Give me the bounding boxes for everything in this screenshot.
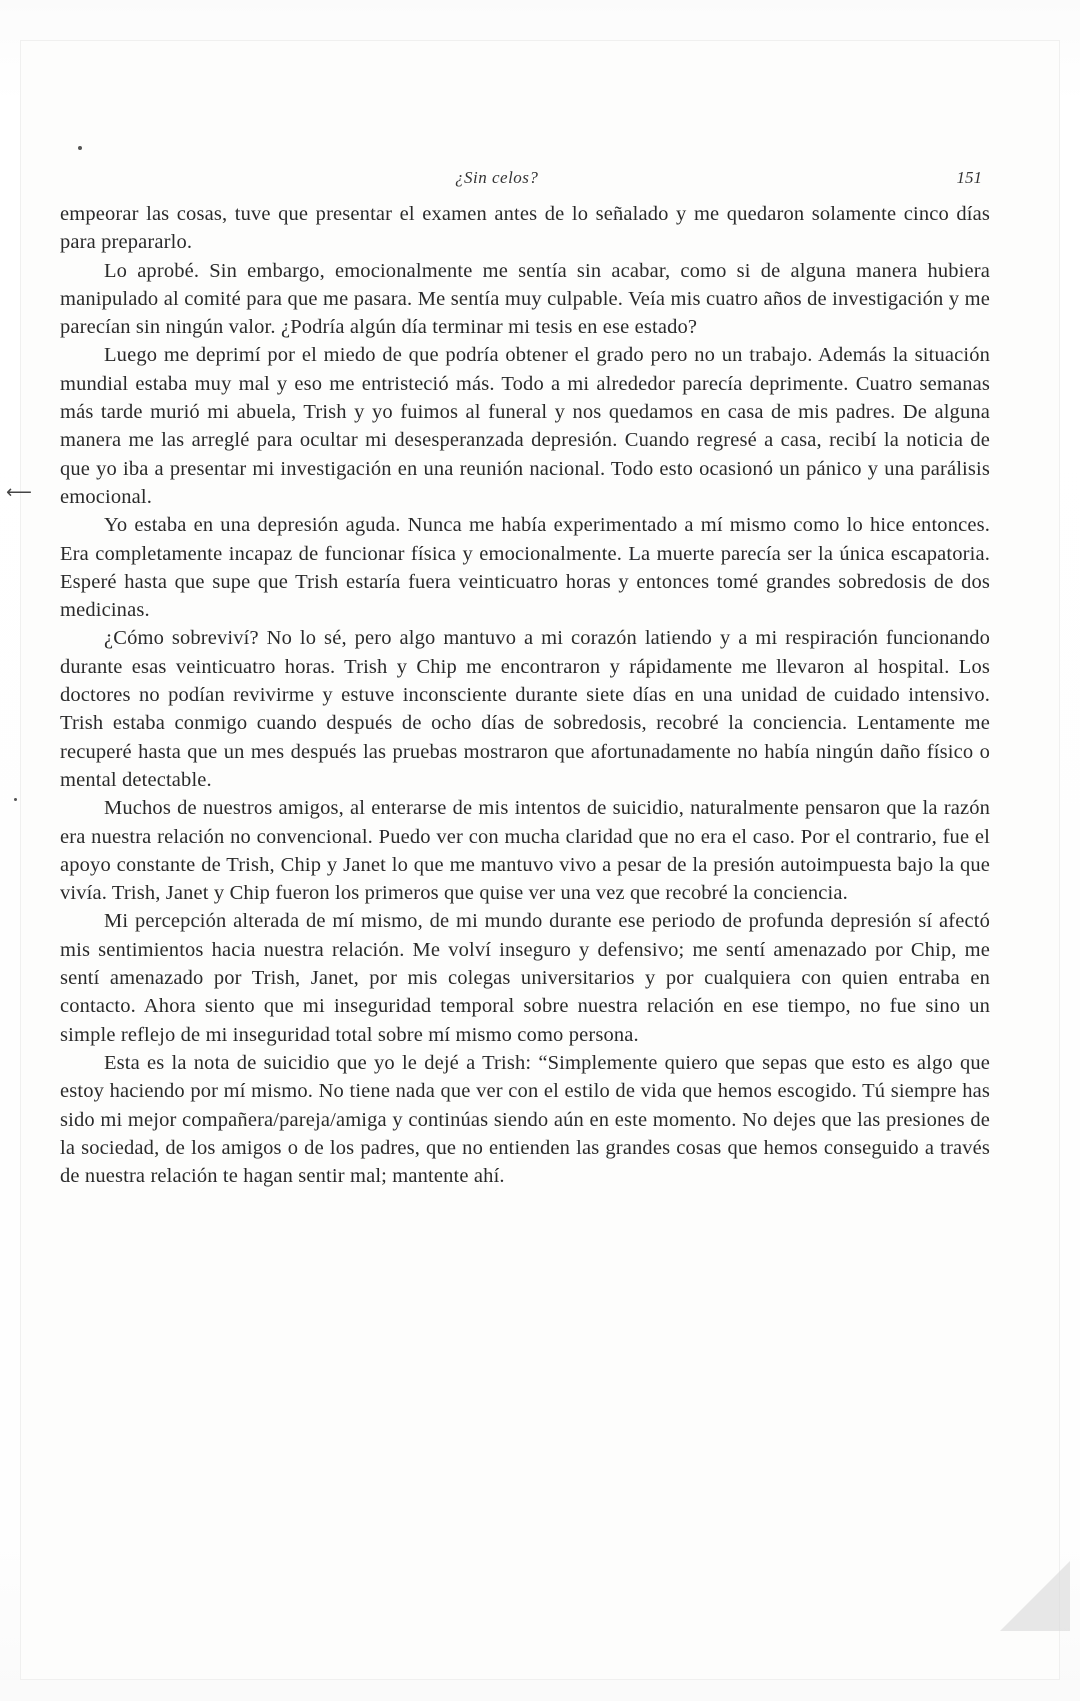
paragraph: Luego me deprimí por el miedo de que podría obtener el grado pero no un trabajo. Además la situación mundial estaba muy mal y eso me entristeció más. Todo a mi alrededor parecía deprimente. Cuatro semanas más tarde murió mi abuela, Trish y yo fuimos al funeral y nos quedamos en casa de mis padres. De alguna manera me las arreglé para ocultar mi desesperanzada depresión. Cuando regresé a casa, recibí la noticia de que yo iba a presentar mi investigación en una reunión nacional. Todo esto ocasionó un pánico y una parálisis emocional.	[60, 344, 990, 508]
page-number: 151	[956, 168, 982, 187]
running-title: ¿Sin celos?	[455, 168, 539, 187]
paragraph: Yo estaba en una depresión aguda. Nunca me había experimentado a mí mismo como lo hice entonces. Era completamente incapaz de funcionar física y emocionalmente. La muerte parecía ser la única escapatoria. Esperé hasta que supe que Trish estaría fuera veinticuatro horas y entonces tomé grandes sobredosis de dos medicinas.	[60, 514, 990, 622]
margin-arrow-mark: ⟵	[6, 482, 32, 503]
body-text	[60, 200, 990, 1190]
ink-speck	[14, 798, 17, 801]
page-corner-shadow	[1000, 1561, 1070, 1631]
paragraph: Mi percepción alterada de mí mismo, de mi mundo durante ese periodo de profunda depresión sí afectó mis sentimientos hacia nuestra relación. Me volví inseguro y defensivo; me sentí amenazado por Chip, me sentí amenazado por Trish, Janet, por mis colegas universitarios y por cualquiera con quien entraba en contacto. Ahora siento que mi inseguridad temporal sobre nuestra relación en ese tiempo, no fue sino un simple reflejo de mi inseguridad total sobre mí mismo como persona.	[60, 910, 990, 1046]
paragraph: empeorar las cosas, tuve que presentar el examen antes de lo señalado y me quedaron solamente cinco días para prepararlo.	[60, 203, 990, 254]
page-header	[60, 168, 990, 198]
paragraph: Esta es la nota de suicidio que yo le dejé a Trish: “Simplemente quiero que sepas que esto es algo que estoy haciendo por mí mismo. No tiene nada que ver con el estilo de vida que hemos escogido. Tú siempre has sido mi mejor compañera/pareja/amiga y continúas siendo aún en este momento. No dejes que las presiones de la sociedad, de los amigos o de los padres, que no entienden las grandes cosas que hemos conseguido a través de nuestra relación te hagan sentir mal; mantente ahí.	[60, 1051, 990, 1188]
paragraph: Muchos de nuestros amigos, al enterarse de mis intentos de suicidio, naturalmente pensaron que la razón era nuestra relación no convencional. Puedo ver con mucha claridad que no era el caso. Por el contrario, fue el apoyo constante de Trish, Chip y Janet lo que me mantuvo vivo a pesar de la presión autoimpuesta bajo la que vivía. Trish, Janet y Chip fueron los primeros que quise ver una vez que recobré la conciencia.	[60, 797, 990, 905]
paragraph: Lo aprobé. Sin embargo, emocionalmente me sentía sin acabar, como si de alguna manera hubiera manipulado al comité para que me pasara. Me sentía muy culpable. Veía mis cuatro años de investigación y me parecían sin ningún valor. ¿Podría algún día terminar mi tesis en ese estado?	[60, 259, 990, 339]
ink-speck	[78, 146, 82, 150]
paragraph: ¿Cómo sobreviví? No lo sé, pero algo mantuvo a mi corazón latiendo y a mi respiración funcionando durante esas veinticuatro horas. Trish y Chip me encontraron y rápidamente me llevaron al hospital. Los doctores no podían revivirme y estuve inconsciente durante siete días en una unidad de cuidado intensivo. Trish estaba conmigo cuando después de ocho días de sobredosis, recobré la conciencia. Lentamente me recuperé hasta que un mes después las pruebas mostraron que afortunadamente no había ningún daño físico o mental detectable.	[60, 627, 990, 791]
